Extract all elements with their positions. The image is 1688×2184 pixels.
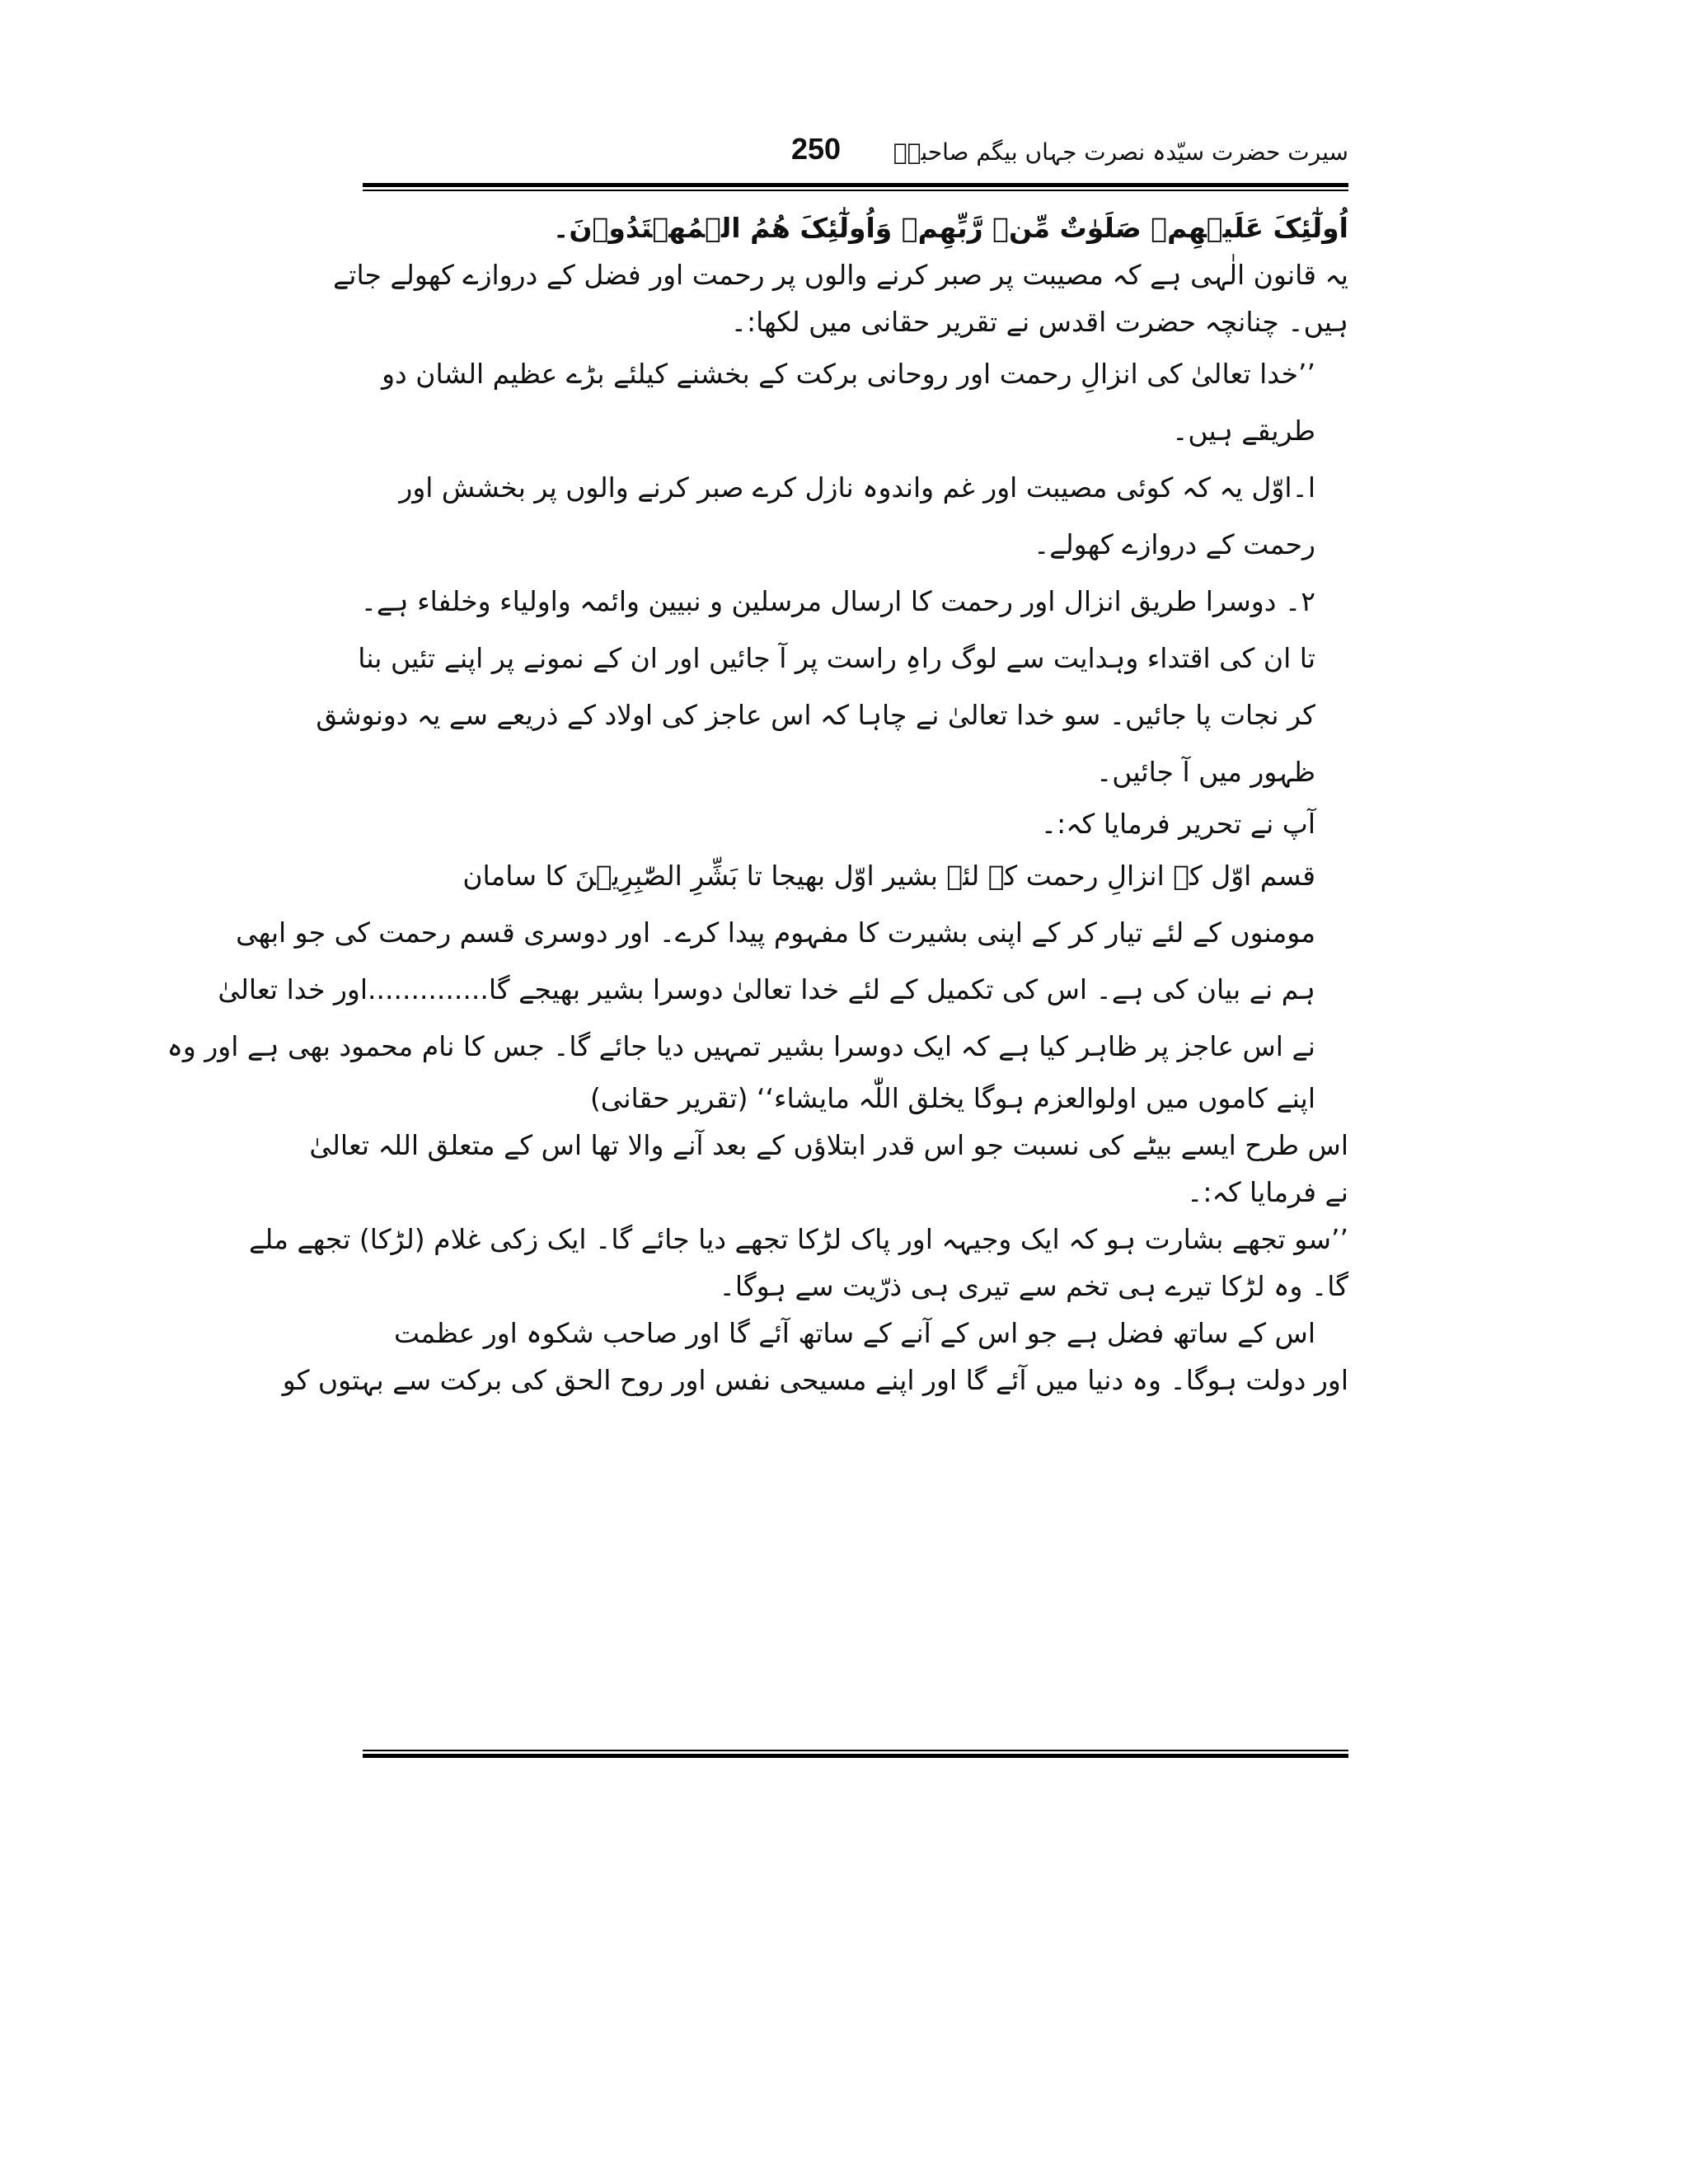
text-line: آپ نے تحریر فرمایا کہ:۔	[1040, 808, 1315, 840]
text-line: یہ قانون الٰہی ہے کہ مصیبت پر صبر کرنے والوں پر رحمت اور فضل کے دروازے کھولے جاتے	[332, 259, 1348, 291]
quote-line: گا۔ وہ لڑکا تیرے ہی تخم سے تیری ہی ذرّیت سے ہوگا۔	[719, 1270, 1348, 1302]
quote-line: ’’سو تجھے بشارت ہو کہ ایک وجیہہ اور پاک لڑکا تجھے دیا جائے گا۔ ایک زکی غلام (لڑکا) تجھے ملے	[248, 1223, 1348, 1255]
quote-line: قسم اوّل کے انزالِ رحمت کے لئے بشیر اوّل بھیجا تا بَشِّرِ الصّٰبِرِیۡنَ کا سامان	[462, 860, 1315, 892]
quote-line: ا۔اوّل یہ کہ کوئی مصیبت اور غم واندوہ نازل کرے صبر کرنے والوں پر بخشش اور	[399, 471, 1315, 504]
running-title: سیرت حضرت سیّدہ نصرت جہاں بیگم صاحبہؓ	[893, 138, 1348, 166]
quote-line: کر نجات پا جائیں۔ سو خدا تعالیٰ نے چاہا کہ اس عاجز کی اولاد کے ذریعے سے یہ دونوشق	[316, 699, 1315, 731]
quote-line: رحمت کے دروازے کھولے۔	[1033, 528, 1315, 560]
footer-double-rule	[363, 1750, 1348, 1758]
text-line: اس طرح ایسے بیٹے کی نسبت جو اس قدر ابتلاؤں کے بعد آنے والا تھا اس کے متعلق اللہ تعالیٰ	[309, 1129, 1348, 1161]
quote-line: اور دولت ہوگا۔ وہ دنیا میں آئے گا اور اپنے مسیحی نفس اور روح الحق کی برکت سے بہتوں کو	[282, 1364, 1348, 1396]
quote-line: اس کے ساتھ فضل ہے جو اس کے آنے کے ساتھ آئے گا اور صاحب شکوہ اور عظمت	[394, 1317, 1315, 1349]
quote-line: ظہور میں آ جائیں۔	[1095, 756, 1315, 788]
text-line: ہیں۔ چنانچہ حضرت اقدس نے تقریر حقانی میں لکھا:۔	[730, 306, 1348, 338]
quote-line: مومنوں کے لئے تیار کر کے اپنی بشیرت کا مفہوم پیدا کرے۔ اور دوسری قسم رحمت کی جو ابھی	[236, 916, 1315, 949]
page-number: 250	[791, 132, 842, 166]
quote-line: ہم نے بیان کی ہے۔ اس کی تکمیل کے لئے خدا تعالیٰ دوسرا بشیر بھیجے گا..............اور خدا تعالیٰ	[218, 973, 1315, 1005]
quote-line: نے اس عاجز پر ظاہر کیا ہے کہ ایک دوسرا بشیر تمہیں دیا جائے گا۔ جس کا نام محمود بھی ہے اور وہ	[166, 1030, 1315, 1062]
quote-line: تا ان کی اقتداء وہدایت سے لوگ راہِ راست پر آ جائیں اور ان کے نمونے پر اپنے تئیں بنا	[358, 642, 1315, 674]
quote-line: طریقے ہیں۔	[1172, 415, 1315, 447]
quran-verse-line: اُولٰٓئِکَ عَلَیۡھِمۡ صَلَوٰتٌ مِّنۡ رَّبِّھِمۡ وَاُولٰٓئِکَ ھُمُ الۡمُھۡتَدُوۡنَ۔	[553, 212, 1348, 244]
page-header	[363, 132, 1348, 181]
header-double-rule	[363, 183, 1348, 191]
quote-line: ’’خدا تعالیٰ کی انزالِ رحمت اور روحانی برکت کے بخشنے کیلئے بڑے عظیم الشان دو	[382, 358, 1315, 390]
quote-line: اپنے کاموں میں اولوالعزم ہوگا یخلق اللّٰہ مایشاء‘‘ (تقریر حقانی)	[589, 1082, 1315, 1114]
text-line: نے فرمایا کہ:۔	[1187, 1176, 1348, 1208]
page-body-text	[166, 204, 1348, 1404]
quote-line: ۲۔ دوسرا طریق انزال اور رحمت کا ارسال مرسلین و نبیین وائمہ واولیاء وخلفاء ہے۔	[360, 585, 1315, 617]
